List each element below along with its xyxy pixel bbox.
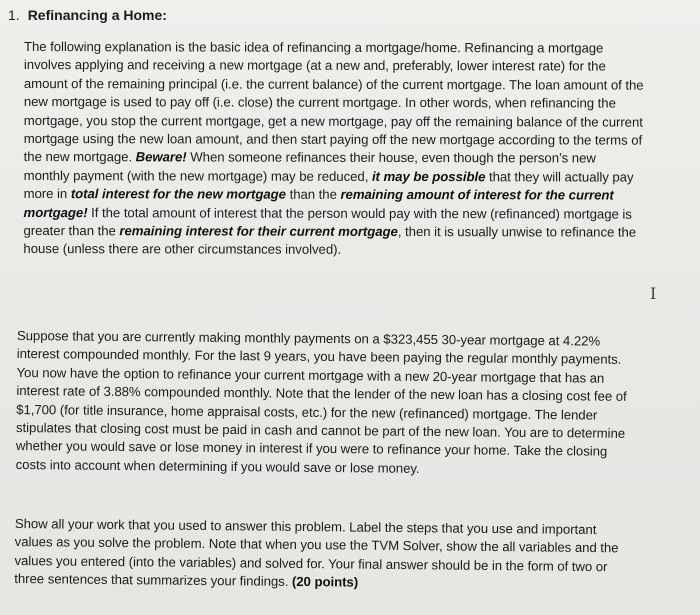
text-cursor-icon: I [650,284,657,303]
instructions-text: Show all your work that you used to answer this problem. Label the steps that you use and important values as you solve the problem. Note that when you use the TVM Solver, show the all variables and the values you entered (into the variables) and solved for. Your final answer should be in the form of two or three sentences that summarizes your findings. [14,515,619,590]
problem-title: Refinancing a Home: [27,7,167,23]
problem-heading [8,6,167,24]
text-run: The following explanation is the basic idea of refinancing a mortgage/home. Refinancing a mortgage involves applying and receiving a new mortgage (at a new and, preferably, lower interest rate) for the amount of the remaining principal (i.e. the current balance) of the current mortgage. The loan amount of the new mortgage is used to pay off (i.e. close) the current mortgage. In other words, when refinancing the mortgage, you stop the current mortgage, get a new mortgage, pay off the remaining balance of the current mortgage using the new loan amount, and then start paying off the new mortgage according to the terms of the new mortgage. [23,38,644,165]
emphasis-remaining-interest: remaining interest for their current mortgage [119,223,398,240]
beware-emphasis: Beware! [135,149,187,165]
points-label: (20 points) [291,574,359,590]
text-run: that they will actually pay more in [23,169,634,202]
emphasis-may-be-possible: it may be possible [371,168,486,185]
emphasis-total-interest-new: total interest for the new mortgage [70,186,287,202]
scenario-paragraph: Suppose that you are currently making monthly payments on a $323,455 30-year mortgage at 4.22% interest compounded monthly. For the last 9 years, you have been paying the regular monthly payments. You now have the option to refinance your current mortgage with a new 20-year mortgage that has an interest rate of 3.88% compounded monthly. Note that the lender of the new loan has a closing cost fee of $1,700 (for title insurance, home appraisal costs, etc.) for the new (refinanced) mortgage. The lender stipulates that closing cost must be paid in cash and cannot be part of the new loan. You are to determine whether you would save or lose money in interest if you were to refinance your home. Take the closing costs into account when determining if you would save or lose money. [15,327,627,476]
text-run: When someone refinances their house, even though the person’s new monthly payment (with the new mortgage) may be reduced, [23,149,596,184]
text-run: If the total amount of interest that the person would pay with the new (refinanced) mortgage is greater than the [23,204,632,239]
problem-number: 1. [8,7,20,23]
explanation-paragraph [23,38,644,260]
emphasis-remaining-current: remaining amount of interest for the current mortgage! [23,187,614,220]
text-run: , then it is usually unwise to refinance the house (unless there are other circumstances involved). [23,224,637,258]
text-run: than the [285,186,341,203]
instructions-paragraph [14,515,627,595]
